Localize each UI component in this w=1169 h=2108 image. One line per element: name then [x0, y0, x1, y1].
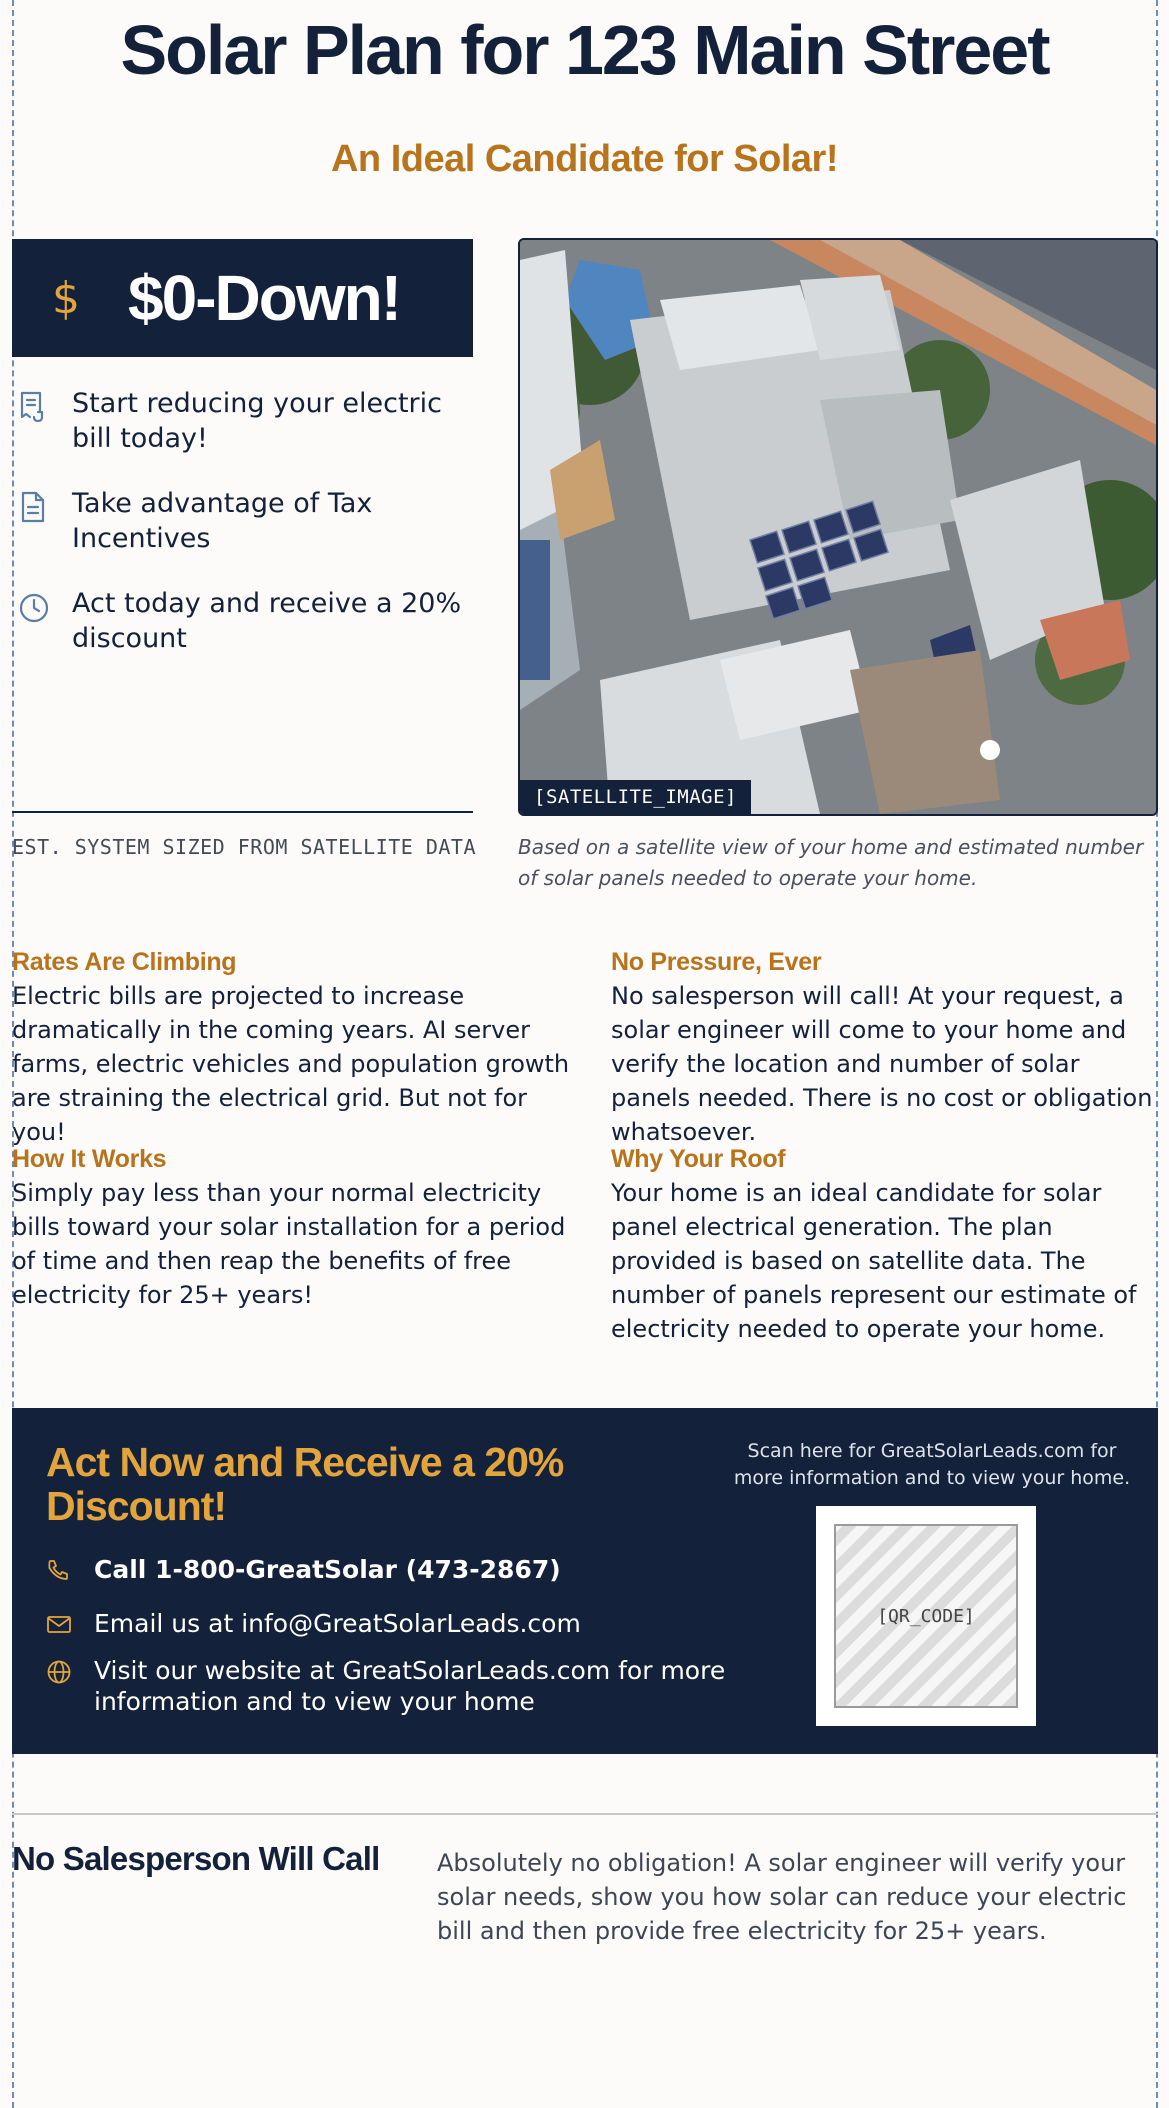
dollar-icon: $	[52, 272, 80, 324]
system-size-note: EST. SYSTEM SIZED FROM SATELLITE DATA	[12, 835, 477, 859]
info-body: Your home is an ideal candidate for solar panel electrical generation. The plan provided is based on satellite data. The number of panels represent our estimate of electricity needed to operate your home.	[611, 1179, 1137, 1343]
info-heading: How It Works	[12, 1145, 167, 1173]
info-how-it-works	[12, 1142, 572, 1312]
cta-email[interactable]	[46, 1608, 726, 1640]
cta-website-text[interactable]: Visit our website at GreatSolarLeads.com for more information and to view your home	[94, 1656, 726, 1716]
globe-icon	[46, 1659, 72, 1689]
info-body: Electric bills are projected to increase dramatically in the coming years. AI server farms, electric vehicles and population growth are straining the electrical grid. But not for you!	[12, 982, 570, 1146]
info-no-pressure	[611, 945, 1161, 1149]
info-why-your-roof	[611, 1142, 1161, 1346]
info-heading: Rates Are Climbing	[12, 948, 237, 976]
info-body: Simply pay less than your normal electricity bills toward your solar installation for a period of time and then reap the benefits of free electricity for 25+ years!	[12, 1179, 566, 1309]
satellite-caption: Based on a satellite view of your home and estimated number of solar panels needed to operate your home.	[518, 835, 1144, 890]
cta-phone[interactable]	[46, 1554, 726, 1586]
clock-icon	[18, 590, 52, 656]
zero-down-banner	[12, 239, 473, 357]
satellite-image	[518, 238, 1158, 816]
satellite-image-placeholder-label: [SATELLITE_IMAGE]	[520, 780, 751, 814]
qr-scan-text: Scan here for GreatSolarLeads.com for more information and to view your home.	[733, 1440, 1131, 1489]
receipt-icon	[18, 390, 52, 456]
document-icon	[18, 490, 52, 556]
benefit-text: Take advantage of Tax Incentives	[72, 488, 373, 554]
satellite-roof-illustration	[520, 240, 1156, 814]
qr-code-placeholder	[834, 1524, 1018, 1708]
benefit-text: Start reducing your electric bill today!	[72, 388, 442, 454]
footer-divider	[12, 1813, 1158, 1815]
cta-title: Act Now and Receive a 20% Discount!	[46, 1439, 564, 1529]
qr-code-label: [QR_CODE]	[877, 1605, 975, 1627]
page-title: Solar Plan for 123 Main Street	[120, 11, 1049, 89]
info-body: No salesperson will call! At your request, a solar engineer will come to your home and verify the location and number of solar panels needed. There is no cost or obligation whatsoever.	[611, 982, 1153, 1146]
benefit-text: Act today and receive a 20% discount	[72, 588, 462, 654]
info-heading: No Pressure, Ever	[611, 948, 822, 976]
footer-title: No Salesperson Will Call	[12, 1840, 380, 1877]
footer-text: Absolutely no obligation! A solar engineer will verify your solar needs, show you how solar can reduce your electric bill and then provide free electricity for 25+ years.	[437, 1849, 1127, 1945]
benefit-item-reduce-bill	[12, 386, 473, 456]
info-heading: Why Your Roof	[611, 1145, 786, 1173]
phone-icon	[46, 1558, 72, 1586]
info-rates-climbing	[12, 945, 572, 1149]
zero-down-headline: $0-Down!	[128, 262, 400, 334]
qr-code[interactable]	[816, 1506, 1036, 1726]
divider	[12, 811, 473, 813]
cta-phone-text[interactable]: Call 1-800-GreatSolar (473-2867)	[94, 1555, 561, 1584]
mail-icon	[46, 1612, 72, 1640]
page-subtitle: An Ideal Candidate for Solar!	[330, 138, 839, 180]
call-to-action-panel	[12, 1408, 1158, 1754]
cta-website[interactable]	[46, 1655, 726, 1717]
benefit-item-tax-incentives	[12, 486, 473, 556]
cta-email-text[interactable]: Email us at info@GreatSolarLeads.com	[94, 1609, 581, 1638]
benefit-item-discount	[12, 586, 473, 656]
